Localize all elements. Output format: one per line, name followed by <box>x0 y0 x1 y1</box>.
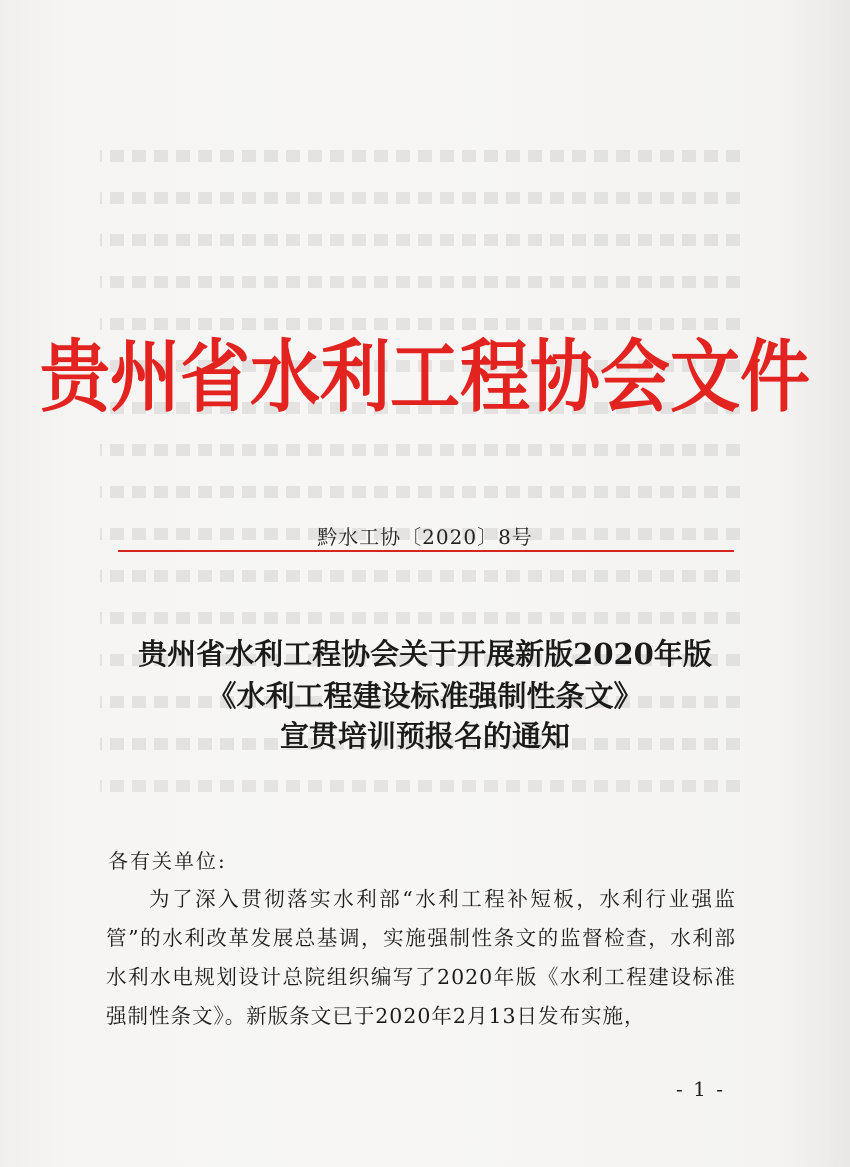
salutation: 各有关单位: <box>108 849 227 873</box>
document-header-title: 贵州省水利工程协会文件 <box>40 331 810 424</box>
body-paragraph: 为了深入贯彻落实水利部“水利工程补短板，水利行业强监管”的水利改革发展总基调，实施强制性条文的监督检查，水利部水利水电规划设计总院组织编写了2020年版《水利工程建设标准强制性条文》。新版条文已于2020年2月13日发布实施， <box>106 887 736 1028</box>
document-number: 黔水工协〔2020〕8号 <box>317 525 533 549</box>
notice-title-line-1: 贵州省水利工程协会关于开展新版2020年版 <box>138 637 712 671</box>
red-divider-line <box>118 550 734 552</box>
notice-title-line-3: 宣贯培训预报名的通知 <box>279 719 570 753</box>
notice-title-line-2: 《水利工程建设标准强制性条文》 <box>207 679 643 713</box>
page-number: - 1 - <box>676 1077 725 1101</box>
